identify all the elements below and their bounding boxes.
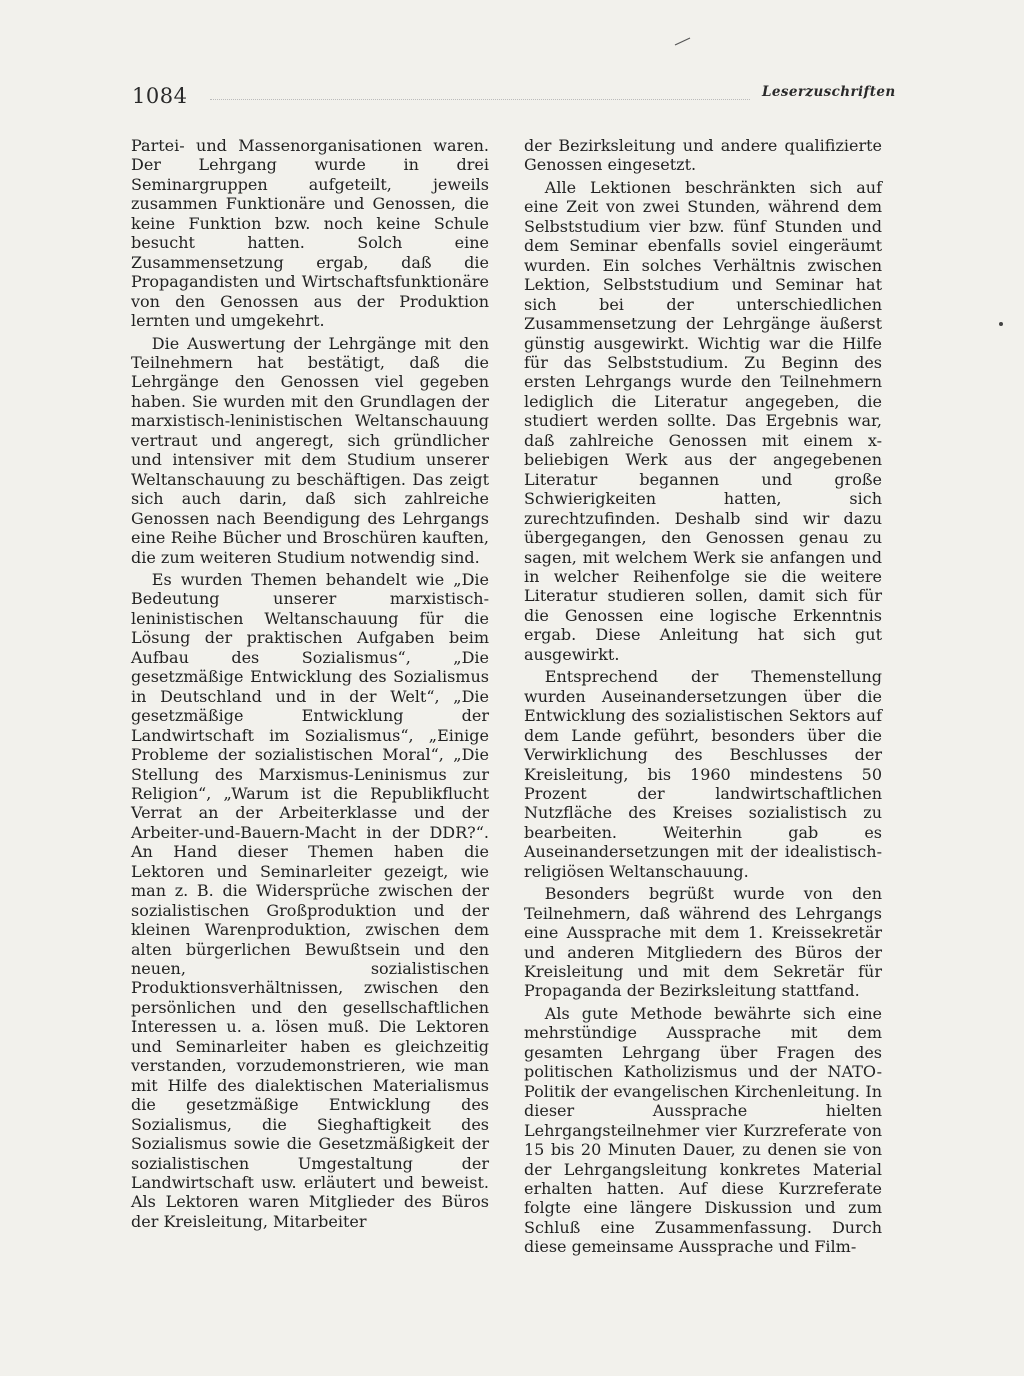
paragraph: Die Auswertung der Lehrgänge mit den Teilnehmern hat bestätigt, daß die Lehrgänge den Genossen viel gegeben haben. Sie wurden mit den Grundlagen der marxistisch-leninistischen Weltanschauung vertraut und angeregt, sich gründlicher und intensiver mit dem Studium unserer Weltanschauung zu beschäftigen. Das zeigt sich auch darin, daß sich zahlreiche Genossen nach Beendigung des Lehrgangs eine Reihe Bücher und Broschüren kauften, die zum weiteren Studium notwendig sind. xyxy=(131,333,489,567)
header-divider xyxy=(210,99,750,100)
section-title: Leserzuschriften xyxy=(762,84,896,100)
pen-mark-icon xyxy=(674,36,692,46)
paragraph: Besonders begrüßt wurde von den Teilnehmern, daß während des Lehrgangs eine Aussprache mit dem 1. Kreissekretär und anderen Mitgliedern des Büros der Kreisleitung und mit dem Sekretär für Propaganda der Bezirksleitung stattfand. xyxy=(524,884,882,1001)
page-number: 1084 xyxy=(132,84,188,108)
paragraph: der Bezirksleitung und andere qualifizierte Genossen eingesetzt. xyxy=(524,136,882,175)
stray-dot xyxy=(999,322,1003,326)
left-column xyxy=(131,136,489,1231)
paragraph: Es wurden Themen behandelt wie „Die Bedeutung unserer marxistisch-leninistischen Weltanschauung für die Lösung der praktischen Aufgaben beim Aufbau des Sozialismus“, „Die gesetzmäßige Entwicklung des Sozialismus in Deutschland und in der Welt“, „Die gesetzmäßige Entwicklung der Landwirtschaft im Sozialismus“, „Einige Probleme der sozialistischen Moral“, „Die Stellung des Marxismus-Leninismus zur Religion“, „Warum ist die Republikflucht Verrat an der Arbeiterklasse und der Arbeiter-und-Bauern-Macht in der DDR?“. An Hand dieser Themen haben die Lektoren und Seminarleiter gezeigt, wie man z. B. die Widersprüche zwischen der sozialistischen Großproduktion und der kleinen Warenproduktion, zwischen dem alten bürgerlichen Bewußtsein und den neuen, sozialistischen Produktionsverhältnissen, zwischen den persönlichen und den gesellschaftlichen Interessen u. a. lösen muß. Die Lektoren und Seminarleiter haben es gleichzeitig verstanden, vorzudemonstrieren, wie man mit Hilfe des dialektischen Materialismus die gesetzmäßige Entwicklung des Sozialismus, die Sieghaftigkeit des Sozialismus sowie die Gesetzmäßigkeit der sozialistischen Umgestaltung der Landwirtschaft usw. erläutert und beweist. Als Lektoren waren Mitglieder des Büros der Kreisleitung, Mitarbeiter xyxy=(131,569,489,1231)
paragraph: Alle Lektionen beschränkten sich auf eine Zeit von zwei Stunden, während dem Selbststudium vier bzw. fünf Stunden und dem Seminar ebenfalls soviel eingeräumt wurden. Ein solches Verhältnis zwischen Lektion, Selbststudium und Seminar hat sich bei der unterschiedlichen Zusammensetzung der Lehrgänge äußerst günstig ausgewirkt. Wichtig war die Hilfe für das Selbststudium. Zu Beginn des ersten Lehrgangs wurde den Teilnehmern lediglich die Literatur angegeben, die studiert werden sollte. Das Ergebnis war, daß zahlreiche Genossen mit einem x-beliebigen Werk aus der angegebenen Literatur begannen und große Schwierigkeiten hatten, sich zurechtzufinden. Deshalb sind wir dazu übergegangen, den Genossen genau zu sagen, mit welchem Werk sie anfangen und in welcher Reihenfolge sie die weitere Literatur studieren sollen, damit sich für die Genossen eine logische Erkenntnis ergab. Diese Anleitung hat sich gut ausgewirkt. xyxy=(524,177,882,664)
paragraph: Partei- und Massenorganisationen waren. Der Lehrgang wurde in drei Seminargruppen aufgeteilt, jeweils zusammen Funktionäre und Genossen, die keine Funktion bzw. noch keine Schule besucht hatten. Solch eine Zusammensetzung ergab, daß die Propagandisten und Wirtschaftsfunktionäre von den Genossen aus der Produktion lernten und umgekehrt. xyxy=(131,136,489,331)
right-column xyxy=(524,136,882,1257)
paragraph: Entsprechend der Themenstellung wurden Auseinandersetzungen über die Entwicklung des sozialistischen Sektors auf dem Lande geführt, besonders über die Verwirklichung des Beschlusses der Kreisleitung, bis 1960 mindestens 50 Prozent der landwirtschaftlichen Nutzfläche des Kreises sozialistisch zu bearbeiten. Weiterhin gab es Auseinandersetzungen mit der idealistisch-religiösen Weltanschauung. xyxy=(524,667,882,881)
paragraph: Als gute Methode bewährte sich eine mehrstündige Aussprache mit dem gesamten Lehrgang über Fragen des politischen Katholizismus und der NATO-Politik der evangelischen Kirchenleitung. In dieser Aussprache hielten Lehrgangsteilnehmer vier Kurzreferate von 15 bis 20 Minuten Dauer, zu denen sie von der Lehrgangsleitung konkretes Material erhalten hatten. Auf diese Kurzreferate folgte eine längere Diskussion und zum Schluß eine Zusammenfassung. Durch diese gemeinsame Aussprache und Film- xyxy=(524,1003,882,1257)
